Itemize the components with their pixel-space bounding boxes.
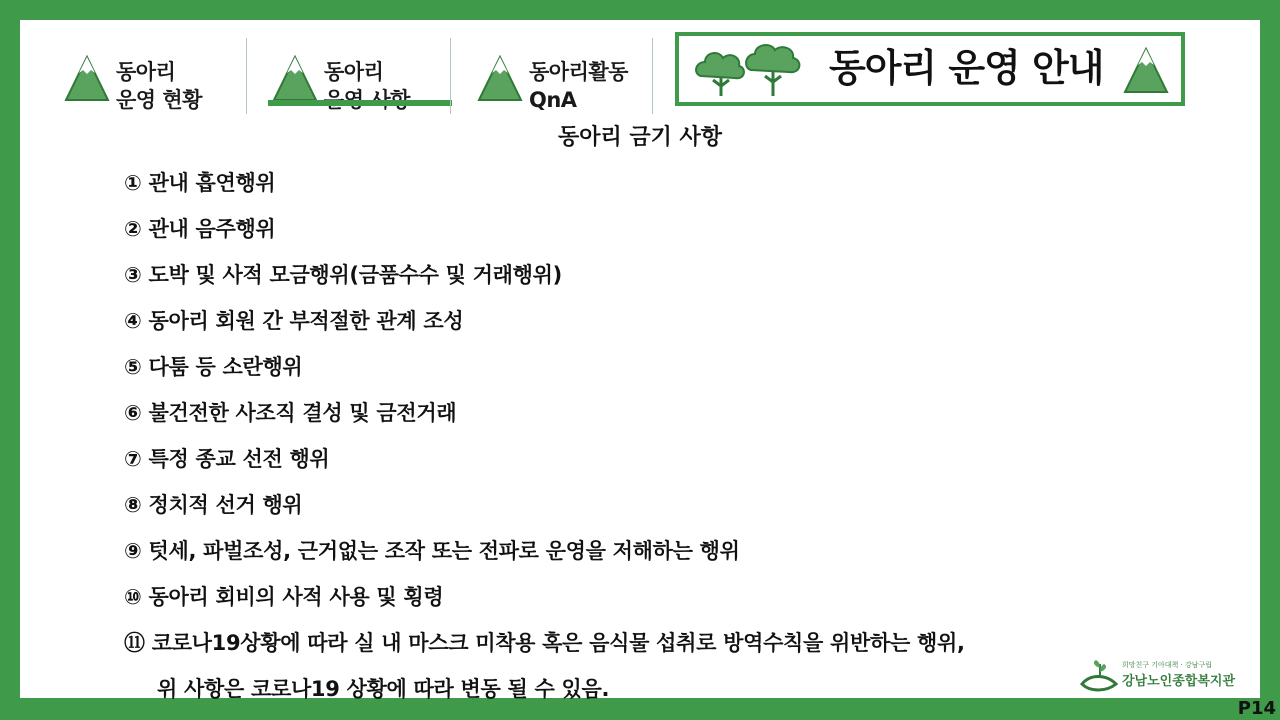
list-item: ⑦ 특정 종교 선전 행위 bbox=[124, 447, 330, 471]
tab-label: 동아리 운영 현황 bbox=[116, 60, 202, 112]
slide-panel bbox=[20, 20, 1260, 701]
mountain-icon bbox=[272, 54, 318, 102]
list-item: ② 관내 음주행위 bbox=[124, 217, 276, 241]
list-item: ⑥ 불건전한 사조직 결성 및 금전거래 bbox=[124, 401, 457, 425]
list-item: ⑩ 동아리 회비의 사적 사용 및 횡령 bbox=[124, 585, 444, 609]
mountain-icon bbox=[64, 54, 110, 102]
list-item: ⑪ 코로나19상황에 따라 실 내 마스크 미착용 혹은 음식물 섭취로 방역수칙을 위반하는 행위, bbox=[124, 631, 965, 655]
mountain-icon bbox=[477, 54, 523, 102]
logo-icon bbox=[1078, 658, 1120, 698]
prohibited-list bbox=[124, 160, 965, 712]
page-number: P14 bbox=[1237, 698, 1276, 719]
tab-label: 동아리 bbox=[324, 60, 384, 84]
tab-club-qna[interactable] bbox=[477, 40, 677, 120]
tree-icon bbox=[693, 40, 813, 98]
active-tab-indicator bbox=[268, 100, 452, 106]
mountain-icon bbox=[1123, 46, 1169, 94]
list-item-note: 위 사항은 코로나19 상황에 따라 변동 될 수 있음. bbox=[157, 677, 610, 701]
list-item: ⑤ 다툼 등 소란행위 bbox=[124, 355, 303, 379]
logo-name: 강남노인종합복지관 bbox=[1122, 674, 1236, 689]
list-item: ⑨ 텃세, 파벌조성, 근거없는 조작 또는 전파로 운영을 저해하는 행위 bbox=[124, 539, 740, 563]
page-title: 동아리 운영 안내 bbox=[829, 46, 1104, 90]
list-item: ① 관내 흡연행위 bbox=[124, 171, 276, 195]
section-title: 동아리 금기 사항 bbox=[557, 125, 723, 150]
tab-label: 동아리활동 QnA bbox=[529, 60, 628, 112]
logo-tagline: 희망친구 기아대책 · 강남구립 bbox=[1122, 661, 1213, 669]
list-item: ④ 동아리 회원 간 부적절한 관계 조성 bbox=[124, 309, 464, 333]
list-item: ⑧ 정치적 선거 행위 bbox=[124, 493, 303, 517]
list-item: ③ 도박 및 사적 모금행위(금품수수 및 거래행위) bbox=[124, 263, 562, 287]
tab-divider bbox=[246, 38, 247, 114]
tab-divider bbox=[450, 38, 451, 114]
tab-divider bbox=[652, 38, 653, 114]
welfare-center-logo bbox=[1078, 658, 1258, 698]
page-title-box bbox=[675, 32, 1185, 106]
tab-club-status[interactable] bbox=[64, 40, 254, 120]
tab-club-operation[interactable] bbox=[272, 40, 462, 120]
